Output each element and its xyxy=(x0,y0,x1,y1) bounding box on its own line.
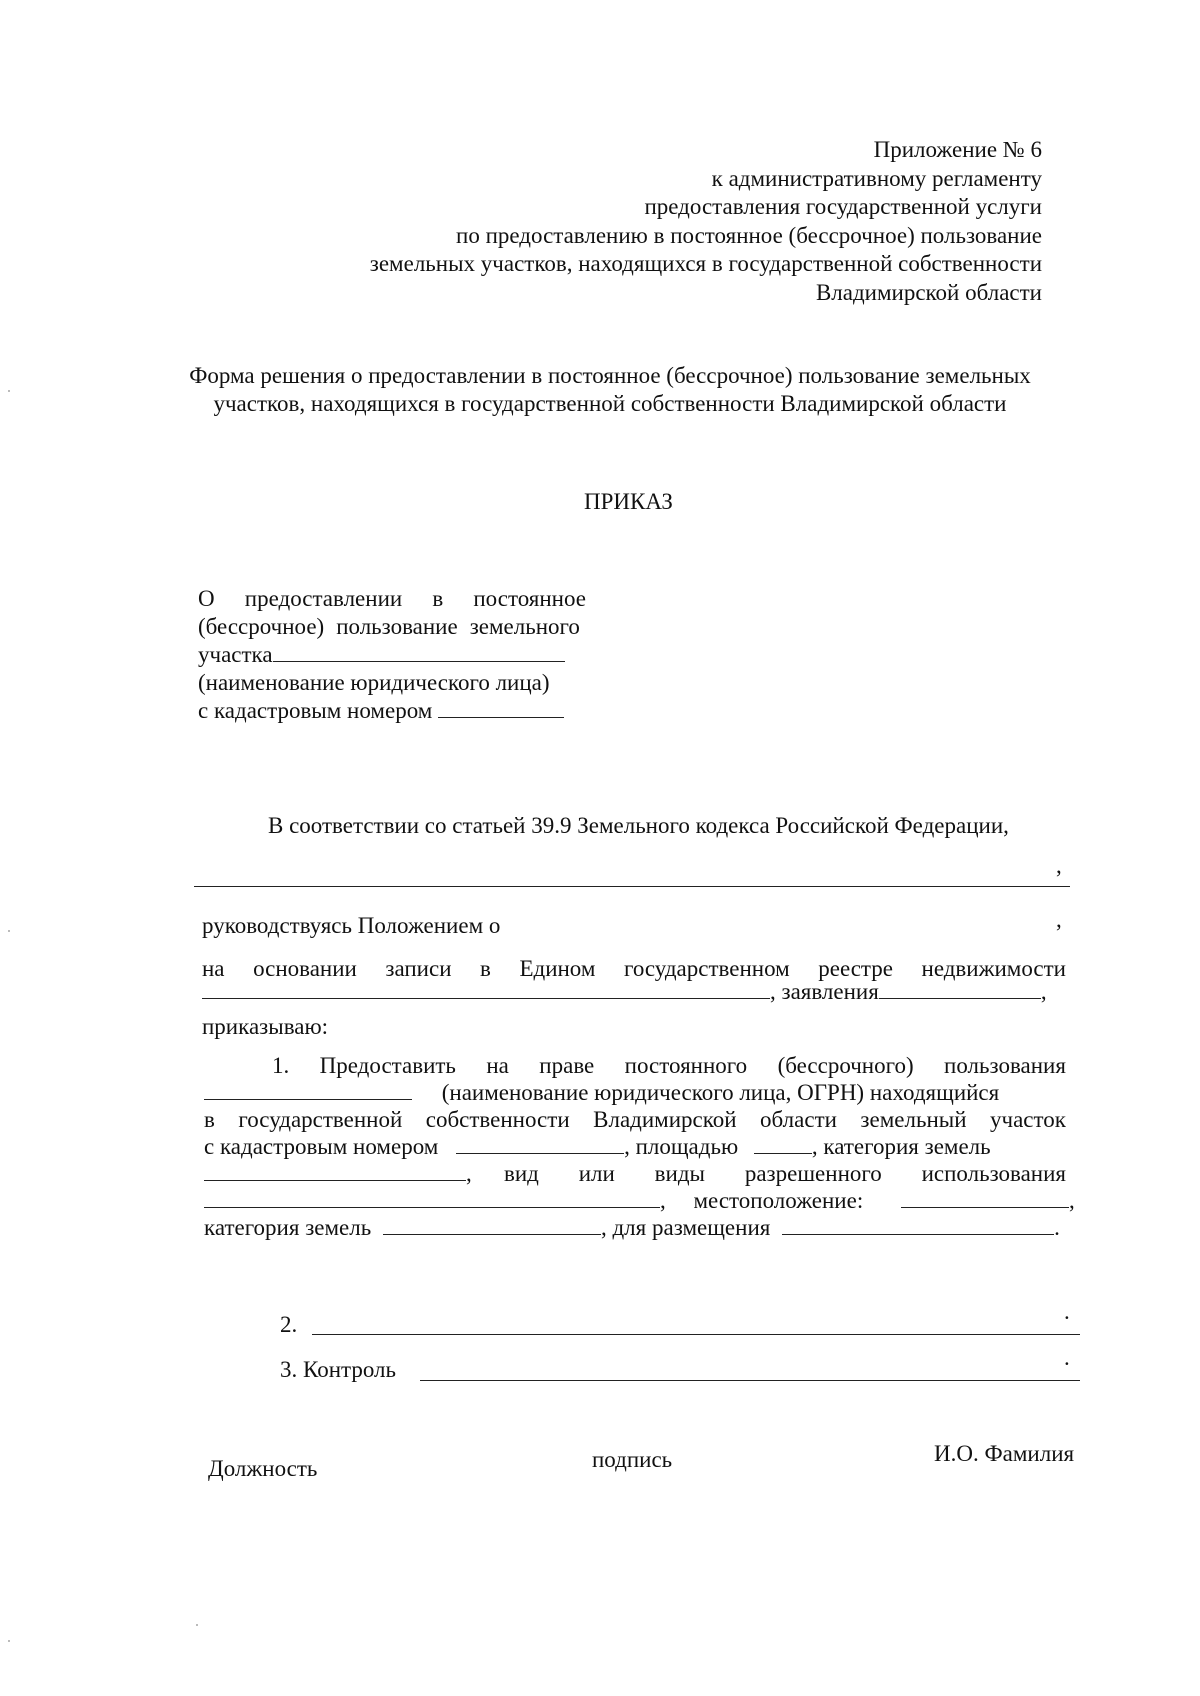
item3-control: 3. Контроль xyxy=(280,1357,396,1382)
item1-line-1 xyxy=(272,1052,1066,1080)
item3-end: . xyxy=(1064,1345,1070,1370)
item-text: , для размещения xyxy=(600,1215,771,1240)
item-word: постоянного xyxy=(624,1053,748,1078)
item2-number: 2. xyxy=(280,1312,298,1337)
item1-line-2 xyxy=(204,1079,1066,1107)
subject-word: предоставлении xyxy=(244,586,403,611)
appendix-line: земельных участков, находящихся в государственной собственности xyxy=(369,251,1042,276)
item-word: на xyxy=(486,1053,509,1078)
preamble-line-1: В соответствии со статьей 39.9 Земельного кодекса Российской Федерации, xyxy=(268,813,1009,838)
item1-line-5 xyxy=(204,1160,1066,1188)
item-text: категория земель xyxy=(204,1215,372,1240)
item-word: вид xyxy=(504,1161,539,1186)
subject-word: пользование xyxy=(336,614,458,639)
item2-end: . xyxy=(1064,1299,1070,1324)
item-word: пользования xyxy=(944,1053,1066,1078)
item-word: или xyxy=(578,1161,615,1186)
order-heading: ПРИКАЗ xyxy=(584,489,673,514)
land-category-blank[interactable] xyxy=(204,1160,466,1181)
item-word: использования xyxy=(921,1161,1066,1186)
item-text: , площадью xyxy=(624,1134,739,1159)
subject-line-5 xyxy=(198,697,586,725)
item-word: государственной xyxy=(238,1107,403,1132)
signatory-name: И.О. Фамилия xyxy=(934,1441,1075,1466)
item-text: , xyxy=(1068,1188,1075,1213)
form-title-line: участков, находящихся в государственной собственности Владимирской области xyxy=(213,391,1007,416)
permitted-use-blank[interactable] xyxy=(204,1187,660,1208)
area-blank[interactable] xyxy=(754,1133,812,1154)
appendix-line: Владимирской области xyxy=(815,279,1042,305)
scan-speck xyxy=(196,1624,198,1626)
form-title-line: Форма решения о предоставлении в постоянное (бессрочное) пользование земельных xyxy=(189,363,1031,388)
basis-word: основании xyxy=(253,956,357,981)
item-word: (бессрочного) xyxy=(777,1053,914,1078)
preamble-line-2: руководствуясь Положением о xyxy=(202,913,501,938)
subject-line-1 xyxy=(198,585,586,613)
order-word: приказываю: xyxy=(202,1014,329,1039)
subject-word: О xyxy=(198,586,215,611)
item2-blank-line[interactable] xyxy=(312,1334,1080,1335)
appendix-line: к административному регламенту xyxy=(711,165,1042,191)
permitted-use-words xyxy=(504,1160,1066,1188)
organization-blank[interactable] xyxy=(273,641,565,662)
item-text: , xyxy=(466,1161,472,1186)
preamble-comma: , xyxy=(1056,853,1062,878)
item1-line-4 xyxy=(204,1133,991,1161)
item3-blank-line[interactable] xyxy=(420,1380,1080,1381)
item-word: земельный xyxy=(860,1107,967,1132)
basis-word: недвижимости xyxy=(921,956,1066,981)
item-word: разрешенного xyxy=(744,1161,882,1186)
item-text: . xyxy=(1054,1215,1060,1240)
organization-ogrn-blank[interactable] xyxy=(204,1079,412,1100)
item-word: в xyxy=(204,1107,215,1132)
item-word: области xyxy=(760,1107,837,1132)
subject-line-4: (наименование юридического лица) xyxy=(198,670,550,695)
cadastral-number-blank[interactable] xyxy=(456,1133,624,1154)
appendix-number: Приложение № 6 xyxy=(873,137,1042,162)
location-blank[interactable] xyxy=(901,1187,1069,1208)
subject-word: в xyxy=(432,586,444,611)
subject-line-2 xyxy=(198,613,586,641)
item1-line-3 xyxy=(204,1106,1066,1134)
item1-line-6 xyxy=(204,1187,1075,1215)
appendix-block xyxy=(370,136,1042,307)
item-number: 1. xyxy=(272,1053,290,1078)
basis-word: государственном xyxy=(623,956,790,981)
scan-speck xyxy=(8,930,10,932)
item-text: местоположение: xyxy=(693,1188,864,1213)
order-subject xyxy=(198,585,586,725)
preamble-comma: , xyxy=(1056,907,1062,932)
basis-word: реестре xyxy=(818,956,893,981)
item-text: , категория земель xyxy=(811,1134,991,1159)
basis-word: в xyxy=(480,956,491,981)
preamble-blank-line[interactable] xyxy=(194,886,1070,887)
signatory-position: Должность xyxy=(208,1456,318,1481)
subject-word: с кадастровым номером xyxy=(198,698,433,723)
basis-word: записи xyxy=(385,956,452,981)
subject-word: (бессрочное) xyxy=(198,614,325,639)
item-text: , xyxy=(660,1188,666,1213)
cadastral-number-blank[interactable] xyxy=(438,697,564,718)
basis-text: , заявления xyxy=(770,979,879,1004)
item-text: с кадастровым номером xyxy=(204,1134,439,1159)
item-word: участок xyxy=(990,1107,1066,1132)
item-text: (наименование юридического лица, ОГРН) находящийся xyxy=(441,1080,1000,1105)
item1-line-7 xyxy=(204,1214,1060,1242)
application-blank[interactable] xyxy=(879,978,1041,999)
placement-purpose-blank[interactable] xyxy=(782,1214,1054,1235)
scan-speck xyxy=(8,1640,10,1642)
basis-line-2 xyxy=(202,978,1047,1006)
item-word: виды xyxy=(654,1161,705,1186)
appendix-line: предоставления государственной услуги xyxy=(644,194,1042,219)
land-category-blank-2[interactable] xyxy=(383,1214,601,1235)
subject-line-3 xyxy=(198,641,586,669)
item-word: праве xyxy=(539,1053,595,1078)
basis-text: , xyxy=(1040,979,1047,1004)
registry-record-blank[interactable] xyxy=(202,978,770,999)
form-title xyxy=(150,362,1070,418)
subject-word: постоянное xyxy=(473,586,586,611)
scan-speck xyxy=(8,390,10,392)
item-word: Владимирской xyxy=(593,1107,737,1132)
subject-word: земельного xyxy=(469,614,580,639)
basis-word: Едином xyxy=(519,956,596,981)
signature-placeholder: подпись xyxy=(592,1447,673,1472)
appendix-line: по предоставлению в постоянное (бессрочное) пользование xyxy=(456,222,1042,248)
item-word: собственности xyxy=(425,1107,570,1132)
subject-word: участка xyxy=(198,642,273,667)
item-word: Предоставить xyxy=(319,1053,456,1078)
basis-word: на xyxy=(202,956,225,981)
